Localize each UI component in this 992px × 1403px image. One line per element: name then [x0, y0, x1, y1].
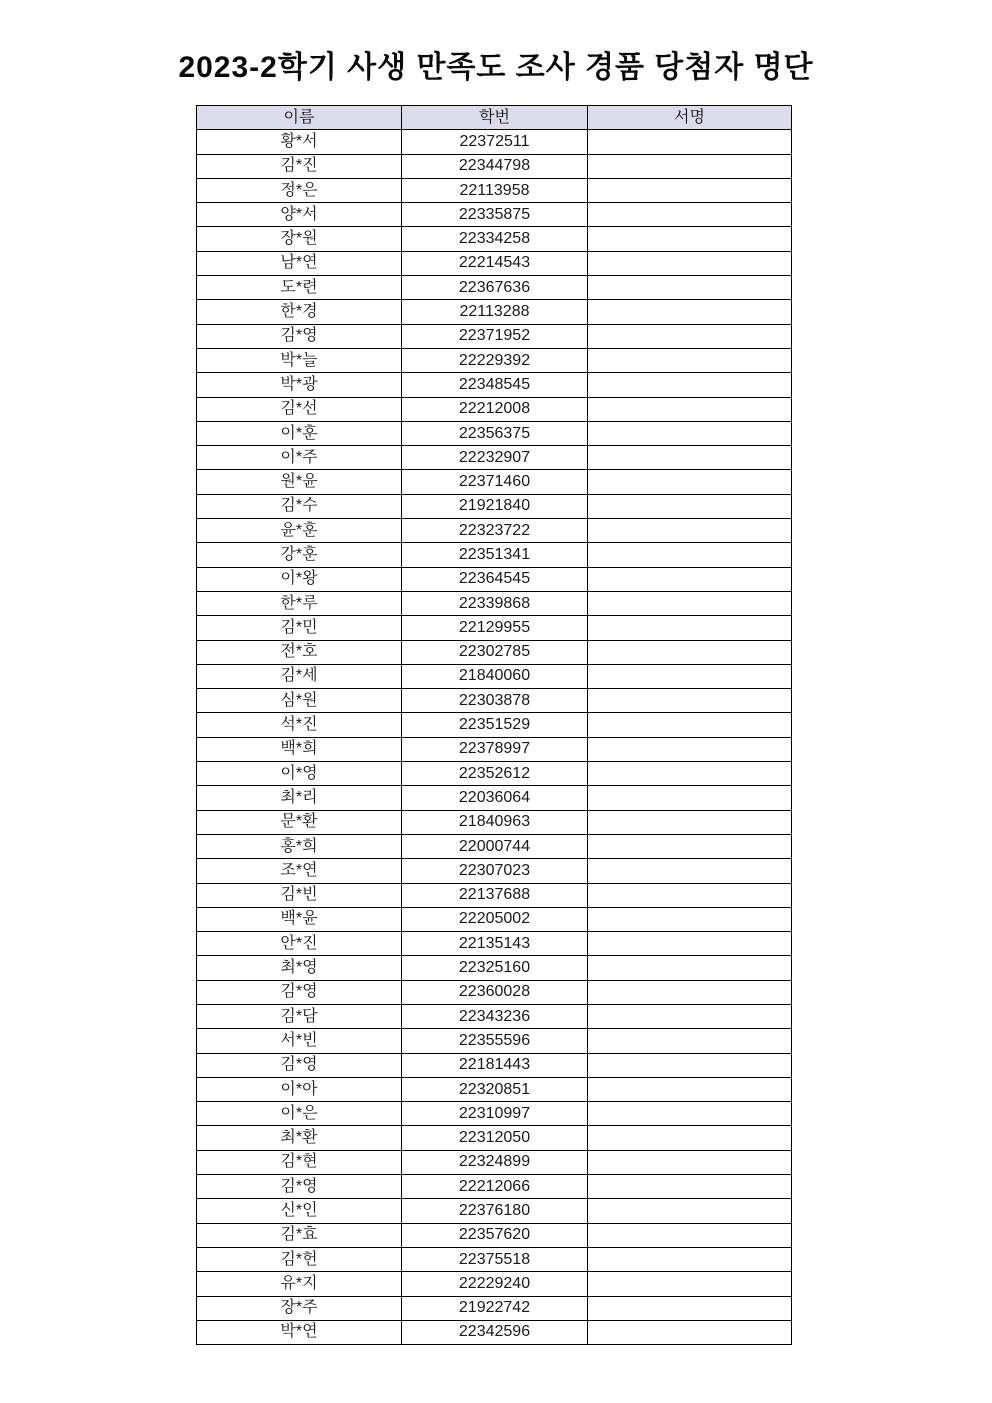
- table-row: [197, 567, 792, 591]
- table-row: [197, 421, 792, 445]
- signature-cell: [588, 421, 792, 445]
- table-row: [197, 762, 792, 786]
- student-id-cell: 22367636: [402, 276, 588, 300]
- signature-cell: [588, 762, 792, 786]
- table-row: [197, 519, 792, 543]
- name-cell: 원*윤: [197, 470, 402, 494]
- signature-cell: [588, 470, 792, 494]
- signature-cell: [588, 178, 792, 202]
- student-id-cell: 22229392: [402, 348, 588, 372]
- winner-table-head: [197, 106, 792, 130]
- student-id-cell: 22000744: [402, 834, 588, 858]
- name-cell: 심*원: [197, 689, 402, 713]
- name-cell: 황*서: [197, 130, 402, 154]
- name-cell: 강*훈: [197, 543, 402, 567]
- table-row: [197, 1126, 792, 1150]
- name-cell: 백*윤: [197, 907, 402, 931]
- signature-cell: [588, 1150, 792, 1174]
- signature-cell: [588, 1004, 792, 1028]
- signature-cell: [588, 834, 792, 858]
- student-id-cell: 22325160: [402, 956, 588, 980]
- name-cell: 장*주: [197, 1296, 402, 1320]
- signature-cell: [588, 907, 792, 931]
- table-row: [197, 907, 792, 931]
- name-cell: 최*리: [197, 786, 402, 810]
- student-id-cell: 22378997: [402, 737, 588, 761]
- table-row: [197, 154, 792, 178]
- name-cell: 이*주: [197, 446, 402, 470]
- table-row: [197, 1199, 792, 1223]
- signature-cell: [588, 640, 792, 664]
- student-id-cell: 22232907: [402, 446, 588, 470]
- name-cell: 김*민: [197, 616, 402, 640]
- name-cell: 박*광: [197, 373, 402, 397]
- winner-table-body: [197, 130, 792, 1345]
- signature-cell: [588, 203, 792, 227]
- name-cell: 홍*희: [197, 834, 402, 858]
- table-row: [197, 1247, 792, 1271]
- header-row: [197, 106, 792, 130]
- name-cell: 김*진: [197, 154, 402, 178]
- name-cell: 양*서: [197, 203, 402, 227]
- table-row: [197, 1223, 792, 1247]
- name-cell: 장*원: [197, 227, 402, 251]
- student-id-cell: 22324899: [402, 1150, 588, 1174]
- signature-cell: [588, 737, 792, 761]
- student-id-cell: 22356375: [402, 421, 588, 445]
- table-row: [197, 543, 792, 567]
- name-cell: 이*왕: [197, 567, 402, 591]
- student-id-cell: 22113288: [402, 300, 588, 324]
- student-id-cell: 22355596: [402, 1029, 588, 1053]
- signature-cell: [588, 1272, 792, 1296]
- name-cell: 윤*훈: [197, 519, 402, 543]
- student-id-cell: 21922742: [402, 1296, 588, 1320]
- signature-cell: [588, 446, 792, 470]
- student-id-cell: 22303878: [402, 689, 588, 713]
- signature-cell: [588, 664, 792, 688]
- student-id-cell: 22212008: [402, 397, 588, 421]
- table-row: [197, 834, 792, 858]
- table-row: [197, 373, 792, 397]
- table-row: [197, 1077, 792, 1101]
- table-row: [197, 737, 792, 761]
- student-id-cell: 22343236: [402, 1004, 588, 1028]
- table-row: [197, 251, 792, 275]
- student-id-cell: 22181443: [402, 1053, 588, 1077]
- student-id-cell: 22351529: [402, 713, 588, 737]
- student-id-cell: 22344798: [402, 154, 588, 178]
- signature-cell: [588, 1223, 792, 1247]
- table-row: [197, 178, 792, 202]
- name-cell: 최*영: [197, 956, 402, 980]
- table-row: [197, 883, 792, 907]
- table-row: [197, 1320, 792, 1344]
- table-row: [197, 203, 792, 227]
- name-cell: 이*아: [197, 1077, 402, 1101]
- table-row: [197, 1029, 792, 1053]
- signature-cell: [588, 713, 792, 737]
- signature-cell: [588, 883, 792, 907]
- name-cell: 김*효: [197, 1223, 402, 1247]
- table-row: [197, 324, 792, 348]
- table-row: [197, 276, 792, 300]
- name-cell: 김*수: [197, 494, 402, 518]
- table-row: [197, 956, 792, 980]
- table-row: [197, 932, 792, 956]
- signature-cell: [588, 1247, 792, 1271]
- student-id-cell: 22351341: [402, 543, 588, 567]
- student-id-cell: 22342596: [402, 1320, 588, 1344]
- student-id-cell: 22036064: [402, 786, 588, 810]
- student-id-cell: 22371460: [402, 470, 588, 494]
- signature-cell: [588, 543, 792, 567]
- signature-cell: [588, 373, 792, 397]
- name-cell: 김*영: [197, 1053, 402, 1077]
- signature-cell: [588, 227, 792, 251]
- student-id-cell: 22348545: [402, 373, 588, 397]
- table-row: [197, 689, 792, 713]
- winner-table: [196, 105, 792, 1345]
- signature-cell: [588, 154, 792, 178]
- student-id-cell: 22323722: [402, 519, 588, 543]
- name-cell: 전*호: [197, 640, 402, 664]
- signature-cell: [588, 1053, 792, 1077]
- student-id-cell: 22334258: [402, 227, 588, 251]
- student-id-cell: 22302785: [402, 640, 588, 664]
- name-cell: 안*진: [197, 932, 402, 956]
- signature-cell: [588, 810, 792, 834]
- name-cell: 박*늘: [197, 348, 402, 372]
- student-id-cell: 22129955: [402, 616, 588, 640]
- table-row: [197, 446, 792, 470]
- table-row: [197, 664, 792, 688]
- student-id-cell: 21840060: [402, 664, 588, 688]
- signature-cell: [588, 348, 792, 372]
- signature-cell: [588, 1320, 792, 1344]
- signature-cell: [588, 591, 792, 615]
- column-header-name: 이름: [197, 106, 402, 130]
- table-row: [197, 616, 792, 640]
- student-id-cell: 22310997: [402, 1102, 588, 1126]
- signature-cell: [588, 980, 792, 1004]
- name-cell: 남*연: [197, 251, 402, 275]
- signature-cell: [588, 786, 792, 810]
- name-cell: 김*빈: [197, 883, 402, 907]
- name-cell: 최*환: [197, 1126, 402, 1150]
- student-id-cell: 22137688: [402, 883, 588, 907]
- table-row: [197, 227, 792, 251]
- name-cell: 서*빈: [197, 1029, 402, 1053]
- table-row: [197, 810, 792, 834]
- student-id-cell: 22372511: [402, 130, 588, 154]
- signature-cell: [588, 397, 792, 421]
- signature-cell: [588, 1126, 792, 1150]
- signature-cell: [588, 689, 792, 713]
- name-cell: 한*경: [197, 300, 402, 324]
- name-cell: 이*훈: [197, 421, 402, 445]
- signature-cell: [588, 300, 792, 324]
- name-cell: 문*환: [197, 810, 402, 834]
- student-id-cell: 22135143: [402, 932, 588, 956]
- column-header-signature: 서명: [588, 106, 792, 130]
- student-id-cell: 22113958: [402, 178, 588, 202]
- signature-cell: [588, 130, 792, 154]
- student-id-cell: 22307023: [402, 859, 588, 883]
- student-id-cell: 22335875: [402, 203, 588, 227]
- signature-cell: [588, 494, 792, 518]
- table-row: [197, 1053, 792, 1077]
- table-row: [197, 640, 792, 664]
- signature-cell: [588, 1199, 792, 1223]
- table-row: [197, 591, 792, 615]
- name-cell: 석*진: [197, 713, 402, 737]
- student-id-cell: 22214543: [402, 251, 588, 275]
- name-cell: 한*루: [197, 591, 402, 615]
- table-row: [197, 1272, 792, 1296]
- student-id-cell: 21840963: [402, 810, 588, 834]
- signature-cell: [588, 324, 792, 348]
- signature-cell: [588, 251, 792, 275]
- student-id-cell: 22360028: [402, 980, 588, 1004]
- student-id-cell: 22364545: [402, 567, 588, 591]
- name-cell: 김*선: [197, 397, 402, 421]
- signature-cell: [588, 1029, 792, 1053]
- signature-cell: [588, 1102, 792, 1126]
- table-row: [197, 470, 792, 494]
- signature-cell: [588, 859, 792, 883]
- student-id-cell: 22205002: [402, 907, 588, 931]
- table-row: [197, 494, 792, 518]
- student-id-cell: 22357620: [402, 1223, 588, 1247]
- name-cell: 김*영: [197, 324, 402, 348]
- table-row: [197, 1296, 792, 1320]
- table-row: [197, 713, 792, 737]
- name-cell: 백*희: [197, 737, 402, 761]
- page-title: 2023-2학기 사생 만족도 조사 경품 당첨자 명단: [178, 51, 814, 84]
- name-cell: 도*련: [197, 276, 402, 300]
- student-id-cell: 22376180: [402, 1199, 588, 1223]
- signature-cell: [588, 1077, 792, 1101]
- student-id-cell: 22371952: [402, 324, 588, 348]
- signature-cell: [588, 1296, 792, 1320]
- signature-cell: [588, 616, 792, 640]
- name-cell: 김*세: [197, 664, 402, 688]
- name-cell: 정*은: [197, 178, 402, 202]
- student-id-cell: 22212066: [402, 1175, 588, 1199]
- table-row: [197, 130, 792, 154]
- name-cell: 김*현: [197, 1150, 402, 1174]
- name-cell: 박*연: [197, 1320, 402, 1344]
- student-id-cell: 22352612: [402, 762, 588, 786]
- column-header-student-id: 학번: [402, 106, 588, 130]
- signature-cell: [588, 1175, 792, 1199]
- name-cell: 이*은: [197, 1102, 402, 1126]
- signature-cell: [588, 932, 792, 956]
- name-cell: 김*영: [197, 980, 402, 1004]
- table-row: [197, 786, 792, 810]
- table-row: [197, 1004, 792, 1028]
- student-id-cell: 21921840: [402, 494, 588, 518]
- table-row: [197, 397, 792, 421]
- table-row: [197, 859, 792, 883]
- student-id-cell: 22312050: [402, 1126, 588, 1150]
- name-cell: 김*영: [197, 1175, 402, 1199]
- student-id-cell: 22339868: [402, 591, 588, 615]
- signature-cell: [588, 956, 792, 980]
- signature-cell: [588, 276, 792, 300]
- name-cell: 신*인: [197, 1199, 402, 1223]
- name-cell: 김*담: [197, 1004, 402, 1028]
- table-row: [197, 1102, 792, 1126]
- student-id-cell: 22375518: [402, 1247, 588, 1271]
- signature-cell: [588, 567, 792, 591]
- table-row: [197, 1175, 792, 1199]
- signature-cell: [588, 519, 792, 543]
- name-cell: 유*지: [197, 1272, 402, 1296]
- table-row: [197, 348, 792, 372]
- table-row: [197, 300, 792, 324]
- table-row: [197, 1150, 792, 1174]
- name-cell: 조*연: [197, 859, 402, 883]
- name-cell: 이*영: [197, 762, 402, 786]
- name-cell: 김*헌: [197, 1247, 402, 1271]
- student-id-cell: 22229240: [402, 1272, 588, 1296]
- student-id-cell: 22320851: [402, 1077, 588, 1101]
- table-row: [197, 980, 792, 1004]
